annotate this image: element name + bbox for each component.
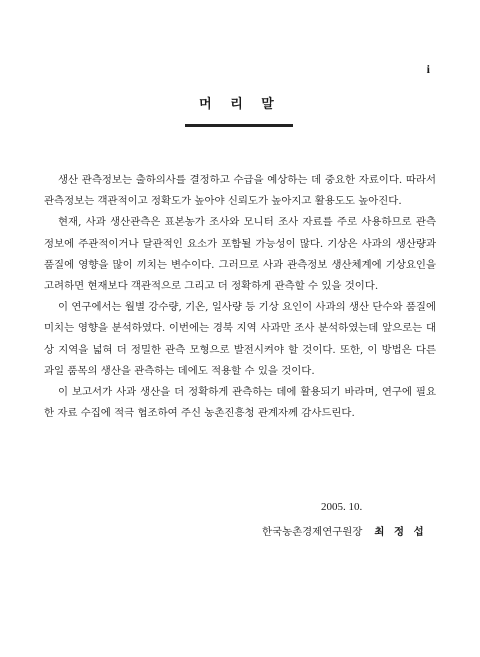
date: 2005. 10. xyxy=(321,501,363,513)
body-text xyxy=(44,170,436,424)
author-title: 한국농촌경제연구원장 xyxy=(262,526,363,538)
author-name: 최 정 섭 xyxy=(374,526,427,538)
title-underline xyxy=(185,124,293,127)
page-title: 머 리 말 xyxy=(199,97,281,112)
paragraph-1: 생산 관측정보는 출하의사를 결정하고 수급을 예상하는 데 중요한 자료이다. 따라서 관측정보는 객관적이고 정확도가 높아야 신뢰도가 높아지고 활용도도 높아진다. xyxy=(44,174,436,208)
paragraph-2: 현재, 사과 생산관측은 표본농가 조사와 모니터 조사 자료를 주로 사용하므로 관측 정보에 주관적이거나 달관적인 요소가 포함될 가능성이 많다. 기상은 사과의 생산량과 품질에 영향을 많이 끼치는 변수이다. 그러므로 사과 관측정보 생산체계에 기상요인을 고려하면 현재보다 객관적으로 그리고 더 정확하게 관측할 수 있을 것이다. xyxy=(44,216,436,293)
paragraph-3: 이 연구에서는 월별 강수량, 기온, 일사량 등 기상 요인이 사과의 생산 단수와 품질에 미치는 영향을 분석하였다. 이번에는 경북 지역 사과만 조사 분석하였는데 앞으로는 대상 지역을 넓혀 더 정밀한 관측 모형으로 발전시켜야 할 것이다. 또한, 이 방법은 다른 과일 품목의 생산을 관측하는 데에도 적용할 수 있을 것이다. xyxy=(44,301,436,377)
page-number: i xyxy=(426,62,430,76)
paragraph-4: 이 보고서가 사과 생산을 더 정확하게 관측하는 데에 활용되기 바라며, 연구에 필요한 자료 수집에 적극 협조하여 주신 농촌진흥청 관계자께 감사드린다. xyxy=(44,386,436,420)
author-line xyxy=(262,523,427,538)
